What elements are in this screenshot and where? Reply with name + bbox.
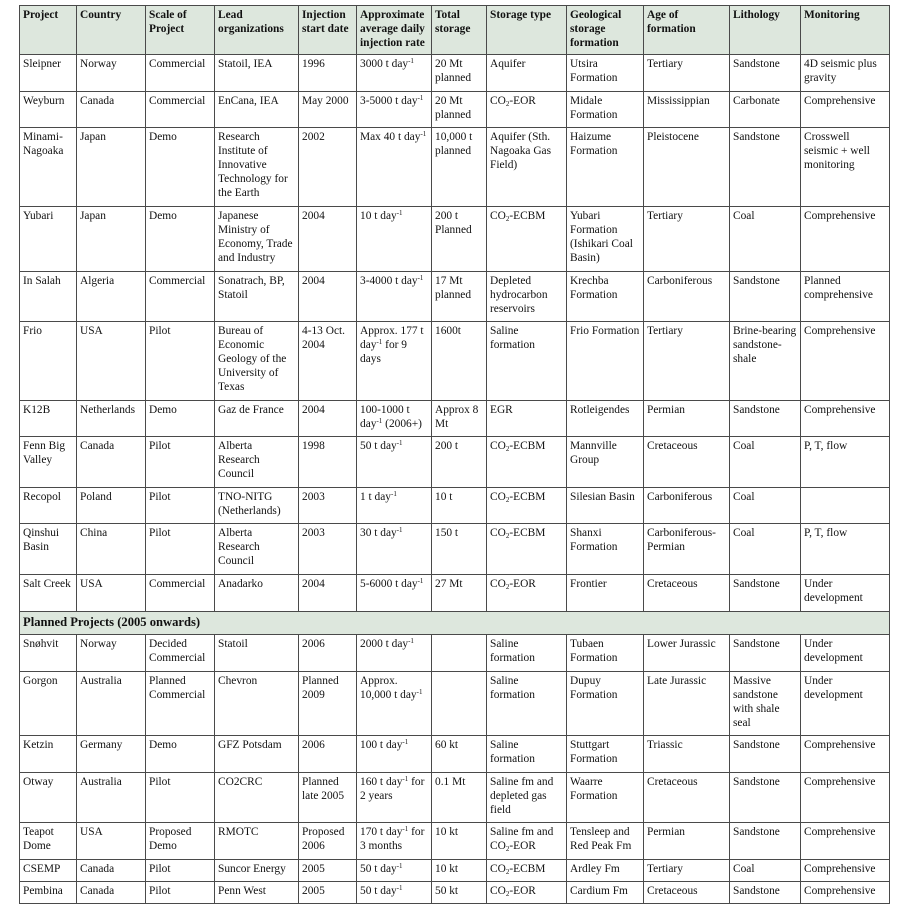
table-row	[20, 207, 890, 272]
cell-lead-organizations: Research Institute of Innovative Technology for the Earth	[215, 128, 299, 207]
cell-injection-start: 2003	[299, 524, 357, 575]
cell-monitoring: Under development	[801, 672, 890, 736]
cell-age: Permian	[644, 401, 730, 437]
cell-country: Australia	[77, 773, 146, 823]
cell-formation: Haizume Formation	[567, 128, 644, 207]
cell-lithology: Coal	[730, 524, 801, 575]
column-header-scale: Scale of Project	[146, 6, 215, 55]
cell-country: Germany	[77, 736, 146, 773]
table-row	[20, 575, 890, 612]
cell-monitoring: Comprehensive	[801, 92, 890, 128]
cell-scale: Pilot	[146, 488, 215, 524]
cell-project: Recopol	[20, 488, 77, 524]
column-header-country: Country	[77, 6, 146, 55]
cell-storage-type: Saline formation	[487, 672, 567, 736]
cell-injection-rate: 160 t day$^{-1}$ for 2 years	[357, 773, 432, 823]
cell-injection-start: 2006	[299, 635, 357, 672]
cell-total-storage: 10 kt	[432, 860, 487, 882]
cell-formation: Utsira Formation	[567, 55, 644, 92]
cell-lead-organizations: Sonatrach, BP, Statoil	[215, 272, 299, 322]
cell-monitoring: Comprehensive	[801, 736, 890, 773]
table-header	[20, 6, 890, 55]
cell-project: CSEMP	[20, 860, 77, 882]
cell-formation: Rotleigendes	[567, 401, 644, 437]
cell-scale: Demo	[146, 128, 215, 207]
cell-lithology: Massive sandstone with shale seal	[730, 672, 801, 736]
table-body	[20, 55, 890, 904]
cell-injection-start: 2005	[299, 860, 357, 882]
cell-total-storage	[432, 672, 487, 736]
cell-lithology: Brine-bearing sandstone-shale	[730, 322, 801, 401]
cell-lead-organizations: Alberta Research Council	[215, 524, 299, 575]
cell-injection-rate: Approx. 10,000 t day$^{-1}$	[357, 672, 432, 736]
cell-injection-rate: 100-1000 t day$^{-1}$ (2006+)	[357, 401, 432, 437]
cell-scale: Decided Commercial	[146, 635, 215, 672]
cell-project: Qinshui Basin	[20, 524, 77, 575]
cell-project: Yubari	[20, 207, 77, 272]
section-row	[20, 612, 890, 635]
cell-injection-start: 2003	[299, 488, 357, 524]
table-row	[20, 92, 890, 128]
cell-age: Tertiary	[644, 860, 730, 882]
cell-age: Triassic	[644, 736, 730, 773]
cell-storage-type: $CO_2$-ECBM	[487, 524, 567, 575]
cell-age: Cretaceous	[644, 882, 730, 904]
table-row	[20, 128, 890, 207]
cell-formation: Midale Formation	[567, 92, 644, 128]
cell-storage-type: Saline formation	[487, 736, 567, 773]
cell-age: Pleistocene	[644, 128, 730, 207]
cell-monitoring: P, T, flow	[801, 437, 890, 488]
cell-injection-rate: Approx. 177 t day$^{-1}$ for 9 days	[357, 322, 432, 401]
cell-injection-rate: 10 t day$^{-1}$	[357, 207, 432, 272]
table-row	[20, 635, 890, 672]
column-header-lead-organizations: Lead organizations	[215, 6, 299, 55]
cell-storage-type: Depleted hydrocarbon reservoirs	[487, 272, 567, 322]
cell-lead-organizations: Gaz de France	[215, 401, 299, 437]
cell-scale: Pilot	[146, 437, 215, 488]
cell-injection-start: 2006	[299, 736, 357, 773]
projects-table	[19, 5, 890, 904]
cell-injection-start: 2004	[299, 272, 357, 322]
cell-monitoring: Comprehensive	[801, 860, 890, 882]
cell-scale: Pilot	[146, 860, 215, 882]
cell-project: Sleipner	[20, 55, 77, 92]
column-header-age: Age of formation	[644, 6, 730, 55]
cell-age: Permian	[644, 823, 730, 860]
cell-formation: Yubari Formation (Ishikari Coal Basin)	[567, 207, 644, 272]
cell-age: Carboniferous	[644, 488, 730, 524]
cell-lead-organizations: CO2CRC	[215, 773, 299, 823]
cell-age: Mississippian	[644, 92, 730, 128]
cell-lithology: Coal	[730, 488, 801, 524]
cell-project: Pembina	[20, 882, 77, 904]
cell-injection-start: 2004	[299, 207, 357, 272]
cell-country: USA	[77, 575, 146, 612]
cell-injection-start: 2005	[299, 882, 357, 904]
cell-lead-organizations: GFZ Potsdam	[215, 736, 299, 773]
cell-monitoring: Under development	[801, 575, 890, 612]
cell-scale: Commercial	[146, 272, 215, 322]
table-row	[20, 55, 890, 92]
cell-monitoring: P, T, flow	[801, 524, 890, 575]
cell-scale: Commercial	[146, 92, 215, 128]
cell-scale: Pilot	[146, 524, 215, 575]
cell-storage-type: $CO_2$-EOR	[487, 575, 567, 612]
cell-lithology: Sandstone	[730, 575, 801, 612]
cell-age: Carboniferous-Permian	[644, 524, 730, 575]
cell-monitoring: Crosswell seismic + well monitoring	[801, 128, 890, 207]
cell-injection-rate: 3000 t day$^{-1}$	[357, 55, 432, 92]
cell-storage-type: Saline fm and depleted gas field	[487, 773, 567, 823]
cell-lithology: Sandstone	[730, 823, 801, 860]
cell-country: Canada	[77, 92, 146, 128]
cell-monitoring: Comprehensive	[801, 823, 890, 860]
cell-lithology: Sandstone	[730, 55, 801, 92]
cell-lithology: Sandstone	[730, 401, 801, 437]
cell-monitoring: Under development	[801, 635, 890, 672]
cell-lead-organizations: Statoil, IEA	[215, 55, 299, 92]
cell-injection-start: 4-13 Oct. 2004	[299, 322, 357, 401]
cell-lead-organizations: Chevron	[215, 672, 299, 736]
cell-injection-rate: Max 40 t day$^{-1}$	[357, 128, 432, 207]
table-row	[20, 322, 890, 401]
cell-project: Weyburn	[20, 92, 77, 128]
cell-injection-rate: 3-5000 t day$^{-1}$	[357, 92, 432, 128]
cell-storage-type: $CO_2$-ECBM	[487, 207, 567, 272]
cell-project: Teapot Dome	[20, 823, 77, 860]
column-header-storage-type: Storage type	[487, 6, 567, 55]
cell-project: In Salah	[20, 272, 77, 322]
cell-scale: Planned Commercial	[146, 672, 215, 736]
cell-storage-type: Aquifer	[487, 55, 567, 92]
cell-scale: Proposed Demo	[146, 823, 215, 860]
table-row	[20, 272, 890, 322]
cell-storage-type: Saline fm and $CO_2$-EOR	[487, 823, 567, 860]
cell-total-storage: 17 Mt planned	[432, 272, 487, 322]
cell-storage-type: Aquifer (Sth. Nagoaka Gas Field)	[487, 128, 567, 207]
cell-lithology: Sandstone	[730, 882, 801, 904]
cell-age: Carboniferous	[644, 272, 730, 322]
table-row	[20, 773, 890, 823]
cell-lead-organizations: Statoil	[215, 635, 299, 672]
table-row	[20, 524, 890, 575]
column-header-project: Project	[20, 6, 77, 55]
cell-country: Canada	[77, 437, 146, 488]
cell-storage-type: $CO_2$-ECBM	[487, 488, 567, 524]
cell-country: China	[77, 524, 146, 575]
cell-lithology: Coal	[730, 860, 801, 882]
cell-country: Australia	[77, 672, 146, 736]
header-row	[20, 6, 890, 55]
cell-injection-start: 2004	[299, 575, 357, 612]
cell-country: Japan	[77, 128, 146, 207]
cell-total-storage	[432, 635, 487, 672]
column-header-injection-rate: Approximate average daily injection rate	[357, 6, 432, 55]
cell-project: Salt Creek	[20, 575, 77, 612]
cell-age: Cretaceous	[644, 575, 730, 612]
cell-injection-start: Proposed 2006	[299, 823, 357, 860]
cell-lead-organizations: Anadarko	[215, 575, 299, 612]
cell-lithology: Sandstone	[730, 773, 801, 823]
cell-injection-rate: 2000 t day$^{-1}$	[357, 635, 432, 672]
cell-country: Netherlands	[77, 401, 146, 437]
column-header-total-storage: Total storage	[432, 6, 487, 55]
cell-formation: Ardley Fm	[567, 860, 644, 882]
cell-total-storage: 10,000 t planned	[432, 128, 487, 207]
column-header-lithology: Lithology	[730, 6, 801, 55]
cell-total-storage: 1600t	[432, 322, 487, 401]
cell-injection-rate: 50 t day$^{-1}$	[357, 437, 432, 488]
cell-lead-organizations: TNO-NITG (Netherlands)	[215, 488, 299, 524]
cell-monitoring	[801, 488, 890, 524]
cell-total-storage: 10 kt	[432, 823, 487, 860]
table-row	[20, 882, 890, 904]
cell-formation: Stuttgart Formation	[567, 736, 644, 773]
table-row	[20, 437, 890, 488]
table-row	[20, 401, 890, 437]
cell-lithology: Coal	[730, 437, 801, 488]
cell-total-storage: 60 kt	[432, 736, 487, 773]
cell-project: K12B	[20, 401, 77, 437]
cell-total-storage: 200 t	[432, 437, 487, 488]
cell-lithology: Sandstone	[730, 635, 801, 672]
cell-formation: Silesian Basin	[567, 488, 644, 524]
cell-total-storage: 0.1 Mt	[432, 773, 487, 823]
cell-country: Japan	[77, 207, 146, 272]
cell-storage-type: Saline formation	[487, 635, 567, 672]
cell-country: Norway	[77, 635, 146, 672]
cell-project: Ketzin	[20, 736, 77, 773]
cell-country: USA	[77, 823, 146, 860]
cell-country: Canada	[77, 882, 146, 904]
cell-lead-organizations: RMOTC	[215, 823, 299, 860]
cell-storage-type: $CO_2$-EOR	[487, 882, 567, 904]
cell-project: Frio	[20, 322, 77, 401]
section-title: Planned Projects (2005 onwards)	[20, 612, 890, 635]
cell-country: Canada	[77, 860, 146, 882]
table-row	[20, 860, 890, 882]
cell-scale: Pilot	[146, 773, 215, 823]
cell-age: Lower Jurassic	[644, 635, 730, 672]
cell-project: Minami-Nagoaka	[20, 128, 77, 207]
table-row	[20, 488, 890, 524]
cell-scale: Commercial	[146, 55, 215, 92]
cell-injection-start: 2002	[299, 128, 357, 207]
cell-monitoring: Comprehensive	[801, 401, 890, 437]
cell-total-storage: 20 Mt planned	[432, 55, 487, 92]
cell-project: Fenn Big Valley	[20, 437, 77, 488]
column-header-injection-start: Injection start date	[299, 6, 357, 55]
cell-injection-rate: 5-6000 t day$^{-1}$	[357, 575, 432, 612]
cell-storage-type: $CO_2$-EOR	[487, 92, 567, 128]
cell-monitoring: Planned comprehensive	[801, 272, 890, 322]
cell-total-storage: 200 t Planned	[432, 207, 487, 272]
cell-injection-start: 1996	[299, 55, 357, 92]
cell-injection-start: 1998	[299, 437, 357, 488]
cell-lead-organizations: Penn West	[215, 882, 299, 904]
cell-storage-type: $CO_2$-ECBM	[487, 437, 567, 488]
cell-monitoring: Comprehensive	[801, 882, 890, 904]
cell-total-storage: 50 kt	[432, 882, 487, 904]
cell-total-storage: 150 t	[432, 524, 487, 575]
cell-monitoring: Comprehensive	[801, 322, 890, 401]
cell-lead-organizations: EnCana, IEA	[215, 92, 299, 128]
cell-scale: Demo	[146, 401, 215, 437]
cell-lithology: Coal	[730, 207, 801, 272]
cell-injection-rate: 50 t day$^{-1}$	[357, 860, 432, 882]
cell-injection-start: 2004	[299, 401, 357, 437]
cell-storage-type: Saline formation	[487, 322, 567, 401]
cell-age: Tertiary	[644, 55, 730, 92]
column-header-formation: Geological storage formation	[567, 6, 644, 55]
table-row	[20, 672, 890, 736]
cell-total-storage: Approx 8 Mt	[432, 401, 487, 437]
cell-formation: Krechba Formation	[567, 272, 644, 322]
cell-country: USA	[77, 322, 146, 401]
cell-formation: Mannville Group	[567, 437, 644, 488]
cell-injection-start: Planned late 2005	[299, 773, 357, 823]
cell-country: Poland	[77, 488, 146, 524]
cell-country: Algeria	[77, 272, 146, 322]
cell-project: Otway	[20, 773, 77, 823]
cell-storage-type: EGR	[487, 401, 567, 437]
cell-project: Gorgon	[20, 672, 77, 736]
cell-scale: Demo	[146, 736, 215, 773]
cell-monitoring: Comprehensive	[801, 773, 890, 823]
cell-total-storage: 27 Mt	[432, 575, 487, 612]
cell-injection-rate: 50 t day$^{-1}$	[357, 882, 432, 904]
cell-project: Snøhvit	[20, 635, 77, 672]
cell-lithology: Sandstone	[730, 272, 801, 322]
cell-lead-organizations: Japanese Ministry of Economy, Trade and Industry	[215, 207, 299, 272]
cell-monitoring: Comprehensive	[801, 207, 890, 272]
cell-formation: Dupuy Formation	[567, 672, 644, 736]
cell-scale: Pilot	[146, 322, 215, 401]
cell-age: Tertiary	[644, 207, 730, 272]
cell-scale: Commercial	[146, 575, 215, 612]
cell-lithology: Carbonate	[730, 92, 801, 128]
cell-country: Norway	[77, 55, 146, 92]
cell-formation: Tubaen Formation	[567, 635, 644, 672]
cell-lead-organizations: Alberta Research Council	[215, 437, 299, 488]
cell-total-storage: 10 t	[432, 488, 487, 524]
cell-total-storage: 20 Mt planned	[432, 92, 487, 128]
cell-formation: Tensleep and Red Peak Fm	[567, 823, 644, 860]
table-row	[20, 823, 890, 860]
cell-lithology: Sandstone	[730, 128, 801, 207]
cell-formation: Waarre Formation	[567, 773, 644, 823]
cell-scale: Pilot	[146, 882, 215, 904]
cell-injection-rate: 100 t day$^{-1}$	[357, 736, 432, 773]
cell-injection-rate: 1 t day$^{-1}$	[357, 488, 432, 524]
cell-scale: Demo	[146, 207, 215, 272]
cell-age: Cretaceous	[644, 437, 730, 488]
cell-age: Tertiary	[644, 322, 730, 401]
cell-formation: Shanxi Formation	[567, 524, 644, 575]
cell-injection-start: Planned 2009	[299, 672, 357, 736]
cell-lead-organizations: Suncor Energy	[215, 860, 299, 882]
cell-injection-rate: 30 t day$^{-1}$	[357, 524, 432, 575]
cell-formation: Cardium Fm	[567, 882, 644, 904]
cell-lithology: Sandstone	[730, 736, 801, 773]
column-header-monitoring: Monitoring	[801, 6, 890, 55]
cell-monitoring: 4D seismic plus gravity	[801, 55, 890, 92]
cell-injection-start: May 2000	[299, 92, 357, 128]
cell-injection-rate: 170 t day$^{-1}$ for 3 months	[357, 823, 432, 860]
cell-age: Late Jurassic	[644, 672, 730, 736]
table-row	[20, 736, 890, 773]
cell-formation: Frio Formation	[567, 322, 644, 401]
cell-formation: Frontier	[567, 575, 644, 612]
cell-storage-type: $CO_2$-ECBM	[487, 860, 567, 882]
cell-injection-rate: 3-4000 t day$^{-1}$	[357, 272, 432, 322]
cell-age: Cretaceous	[644, 773, 730, 823]
cell-lead-organizations: Bureau of Economic Geology of the University of Texas	[215, 322, 299, 401]
